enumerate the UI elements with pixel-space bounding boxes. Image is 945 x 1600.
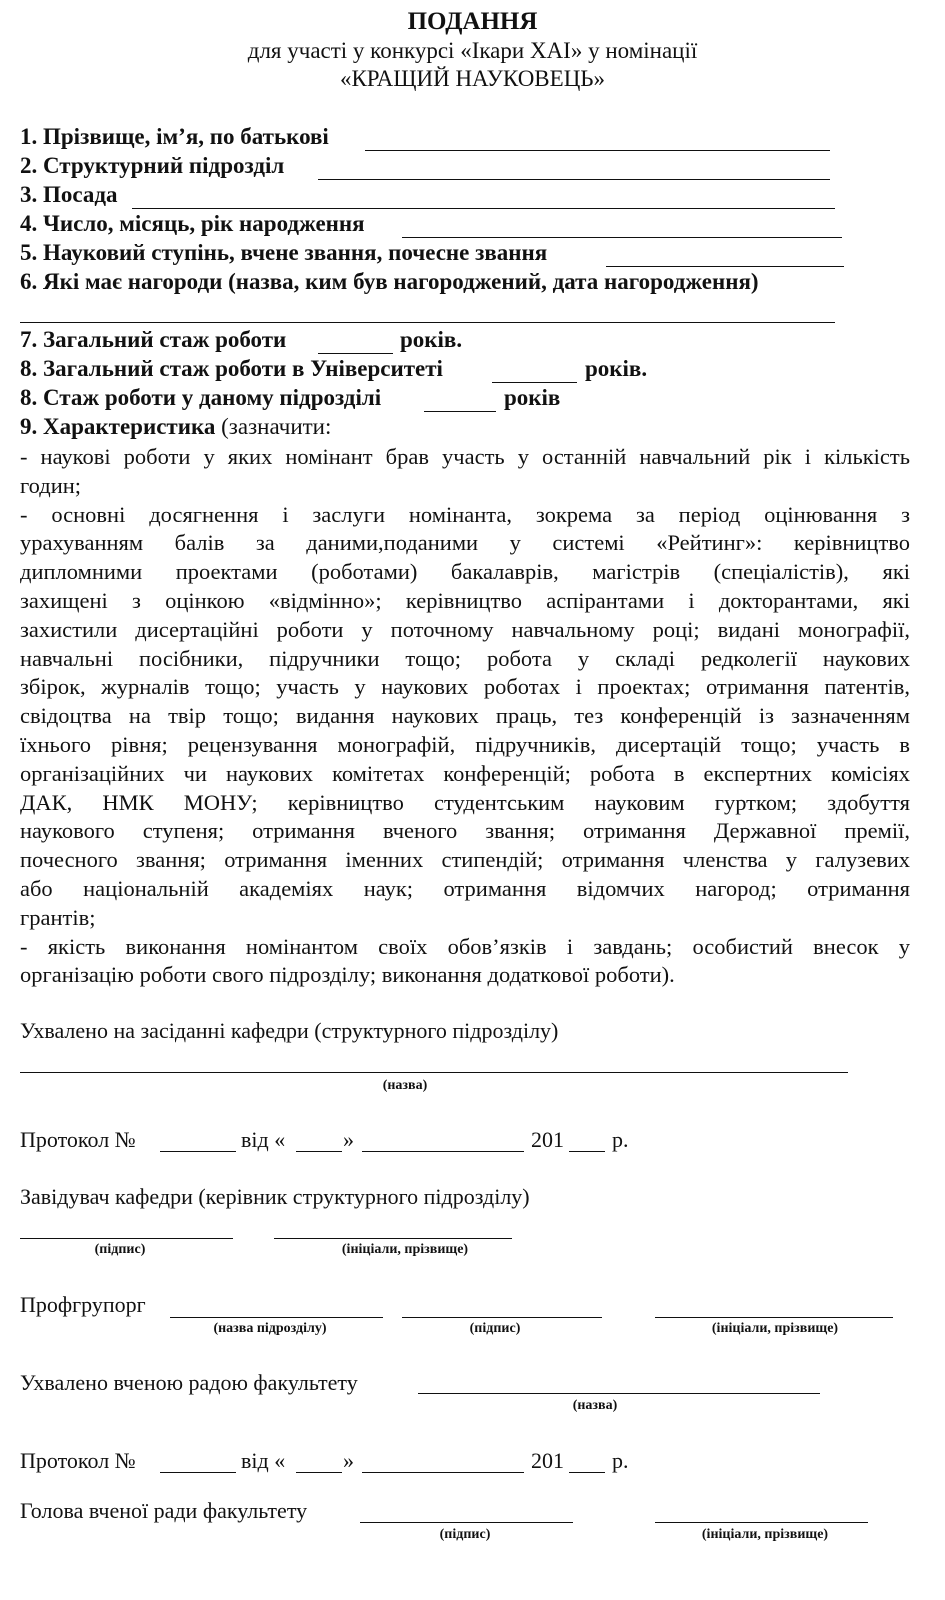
field-full-name-label: 1. Прізвище, ім’я, по батькові [20,124,329,149]
dept-head-signature-line[interactable] [20,1238,233,1239]
bullet-achievements-line: урахуванням балів за даними,поданими у системі «Рейтинг»: керівництво [20,530,910,556]
council-name-line[interactable] [418,1393,820,1394]
protocol-number-line[interactable] [160,1151,236,1152]
bullet-achievements-line: навчальні посібники, підручники тощо; робота у складі редколегії наукових [20,645,910,671]
form-subtitle: для участі у конкурсі «Ікари ХАІ» у номінації [247,38,698,63]
bullet-achievements-line: - основні досягнення і заслуги номінанта, зокрема за період оцінювання з [20,501,910,527]
characteristic-text [20,443,910,990]
protocol-quote-close: » [343,1127,354,1152]
protocol2-day-line[interactable] [296,1472,342,1473]
protocol-from-label: від « [241,1127,286,1152]
bullet-achievements-line: організаційних чи наукових комітетах конференцій; робота в експертних комісіях [20,760,910,786]
council-chair-label: Голова вченої ради факультету [20,1498,308,1523]
council-chair-signature-line[interactable] [360,1522,573,1523]
nomination-title: «КРАЩИЙ НАУКОВЕЦЬ» [339,66,606,91]
field-awards-label: 6. Які має нагороди (назва, ким був нагороджений, дата нагородження) [20,269,759,294]
protocol-year-suffix: р. [612,1127,629,1152]
council-chair-initials-caption: (ініціали, прізвище) [701,1527,829,1542]
field-unit-label: 2. Структурний підрозділ [20,153,285,178]
protocol2-number-line[interactable] [160,1472,236,1473]
field-position-label: 3. Посада [20,182,118,207]
field-characteristic-label: 9. Характеристика [20,414,216,439]
bullet-achievements-line: захищені з оцінкою «відмінно»; керівництво аспірантами і докторантами, які [20,587,910,613]
council-approval-label: Ухвалено вченою радою факультету [20,1370,358,1395]
field-total-experience-line[interactable] [318,353,393,354]
protocol-month-line[interactable] [362,1151,524,1152]
field-awards-line[interactable] [20,322,835,323]
field-university-experience-unit: років. [585,356,648,381]
bullet-achievements-line: збірок, журналів тощо; участь у наукових роботах і проектах; отримання патентів, [20,674,910,700]
union-signature-caption: (підпис) [469,1321,521,1336]
form-title: ПОДАННЯ [407,8,538,35]
protocol2-quote-close: » [343,1448,354,1473]
union-signature-line[interactable] [402,1317,602,1318]
field-birthdate-line[interactable] [402,237,842,238]
protocol-year-prefix: 201 [531,1127,564,1152]
bullet-achievements-end: грантів; [20,904,96,930]
field-full-name-line[interactable] [365,150,830,151]
union-unit-caption: (назва підрозділу) [213,1321,327,1336]
bullet-achievements-line: наукового ступеня; отримання вченого звання; отримання Державної премії, [20,818,910,844]
protocol2-month-line[interactable] [362,1472,524,1473]
field-characteristic-heading [20,414,331,440]
dept-name-line[interactable] [20,1072,848,1073]
bullet-research-works-end: годин; [20,472,82,498]
dept-head-signature-caption: (підпис) [94,1242,146,1257]
bullet-achievements-line: почесного звання; отримання іменних стипендій; отримання членства у галузевих [20,847,910,873]
union-initials-caption: (ініціали, прізвище) [711,1321,839,1336]
dept-head-initials-line[interactable] [274,1238,512,1239]
field-total-experience-label: 7. Загальний стаж роботи [20,327,287,352]
dept-head-initials-caption: (ініціали, прізвище) [341,1242,469,1257]
field-unit-experience-line[interactable] [424,411,496,412]
protocol2-year-suffix: р. [612,1448,629,1473]
union-unit-line[interactable] [170,1317,383,1318]
dept-name-caption: (назва) [382,1078,428,1093]
council-chair-initials-line[interactable] [655,1522,868,1523]
field-total-experience-unit: років. [400,327,463,352]
bullet-achievements-line: свідоцтва на твір тощо; видання наукових праць, тез конференцій із зазначенням [20,703,910,729]
protocol2-from-label: від « [241,1448,286,1473]
field-degree-line[interactable] [606,266,844,267]
protocol-label: Протокол № [20,1127,136,1152]
field-characteristic-note: (зазначити: [221,414,332,439]
dept-approval-label: Ухвалено на засіданні кафедри (структурного підрозділу) [20,1018,559,1043]
bullet-research-works: - наукові роботи у яких номінант брав участь у останній навчальний рік і кількість [20,444,910,469]
protocol2-year-prefix: 201 [531,1448,564,1473]
protocol2-label: Протокол № [20,1448,136,1473]
bullet-achievements-line: або національній академіях наук; отримання відомчих нагород; отримання [20,875,910,901]
field-unit-line[interactable] [318,179,830,180]
field-unit-experience-unit: років [504,385,561,410]
protocol-year-line[interactable] [569,1151,605,1152]
bullet-duties-quality: - якість виконання номінантом своїх обов’язків і завдань; особистий внесок у [20,933,910,959]
bullet-duties-quality-end: організацію роботи свого підрозділу; виконання додаткової роботи). [20,962,675,988]
bullet-achievements-line: їхнього рівня; рецензування монографій, підручників, дисертацій тощо; участь в [20,731,910,757]
protocol2-year-line[interactable] [569,1472,605,1473]
bullet-achievements-line: ДАК, НМК МОНУ; керівництво студентським науковим гуртком; здобуття [20,789,910,815]
union-initials-line[interactable] [655,1317,893,1318]
field-university-experience-line[interactable] [492,382,577,383]
bullet-achievements-line: дипломними проектами (роботами) бакалаврів, магістрів (спеціалістів), які [20,559,910,585]
union-organizer-label: Профгрупорг [20,1292,146,1317]
field-degree-label: 5. Науковий ступінь, вчене звання, почесне звання [20,240,548,265]
council-chair-signature-caption: (підпис) [439,1527,491,1542]
council-name-caption: (назва) [572,1398,618,1413]
field-unit-experience-label: 8. Стаж роботи у даному підрозділі [20,385,382,410]
protocol-day-line[interactable] [296,1151,342,1152]
field-birthdate-label: 4. Число, місяць, рік народження [20,211,365,236]
bullet-achievements-line: захистили дисертаційні роботи у поточному навчальному році; видані монографії, [20,616,910,642]
dept-head-label: Завідувач кафедри (керівник структурного підрозділу) [20,1184,530,1209]
field-university-experience-label: 8. Загальний стаж роботи в Університеті [20,356,443,381]
field-position-line[interactable] [132,208,835,209]
